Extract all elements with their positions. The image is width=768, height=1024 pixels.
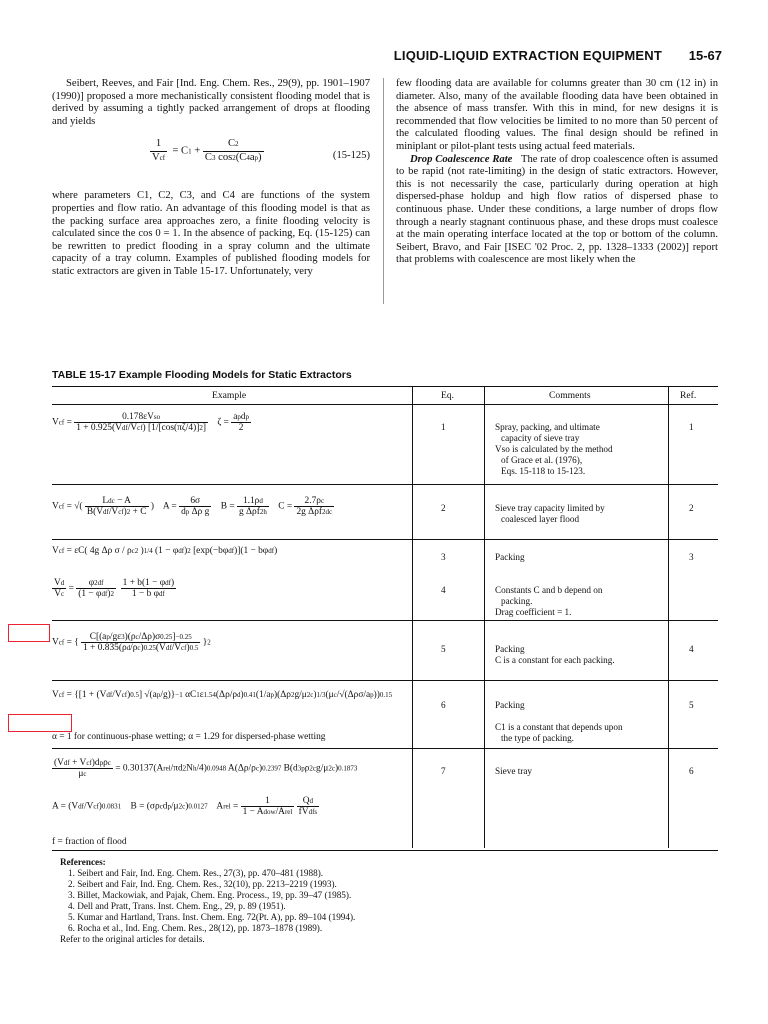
references-footer: Refer to the original articles for details. — [60, 934, 205, 944]
comment-line — [495, 711, 623, 722]
ref-number: 3 — [689, 552, 694, 562]
comment-line: Vso is calculated by the method — [495, 444, 613, 454]
comment-line: Drag coefficient = 1. — [495, 607, 572, 617]
ref-number: 5 — [689, 700, 694, 710]
eq-number: 2 — [441, 503, 446, 513]
model-7-equation-b: A = (Vdf/Vcf)0.0831 B = (σρcdp/μ2c)0.0127 Arel = $\frac{1}{\text{1 − Adow/Arel}}$ $\frac{Qd}{\text{fVdfs}}$ — [52, 796, 318, 817]
table-bottom-rule — [52, 850, 718, 851]
column-divider — [383, 78, 384, 304]
comments-6 — [495, 700, 623, 744]
comments-7: Sieve tray — [495, 766, 532, 776]
flooding-models-table — [52, 386, 718, 856]
reference-item: 6. Rocha et al., Ind. Eng. Chem. Res., 28(12), pp. 1873–1878 (1989). — [68, 923, 323, 933]
right-paragraph-1: few flooding data are available for columns greater than 30 cm (12 in) in diameter. Also, many of the available flooding data have been obtained in the absence of mass transfer. With this in mind, for new designs it is recommended that flow velocities be limited to no more than 50 percent of the calculated flooding values. The final design should be refined in miniplant or pilot-plant tests using actual feed materials. — [396, 78, 718, 152]
left-paragraph-1: Seibert, Reeves, and Fair [Ind. Eng. Chem. Res., 29(9), pp. 1901–1907 (1990)] proposed a more mechanistically consistent flooding model that is derived by assuming a tightly packed arrangement of drops at flooding and yields — [52, 78, 370, 127]
references-heading: References: — [60, 857, 106, 867]
equation-15-125: $\frac{1}{\text{Vcf}}$ = C1 + $\frac{C2}{C3 \cos 2(C4ap)}$ (15-125) — [152, 138, 370, 163]
comments-1 — [495, 422, 613, 477]
red-highlight-box — [8, 714, 72, 732]
left-paragraph-2: where parameters C1, C2, C3, and C4 are functions of the system properties and flow ratio. An advantage of this flooding model is that as the packing surface area approaches zero, a finite flooding velocity is calculated since the cos 0 = 1. In the absence of packing, Eq. (15-125) can be rewritten to predict flooding in a spray column and the ultimate capacity of a tray column. Examples of published flooding models for static extractors are given in Table 15-17. Unfortunately, very — [52, 190, 370, 277]
subhead-drop-coalescence: Drop Coalescence Rate — [410, 153, 513, 165]
right-column — [396, 78, 718, 267]
model-4-equation: $\frac{Vd}{Vc}$ = $\frac{\varphi 2df}{\text{(1 − φdf)2}}$ $\frac{\text{1 + b(1 − φdf)}}{\text{1 − b φdf}}$ — [54, 578, 175, 599]
ref-number: 6 — [689, 766, 694, 776]
section-title: LIQUID-LIQUID EXTRACTION EQUIPMENT — [393, 48, 662, 63]
ref-number: 4 — [689, 644, 694, 654]
eq-number: 7 — [441, 766, 446, 776]
alpha-note: α = 1 for continuous-phase wetting; α = 1.29 for dispersed-phase wetting — [52, 732, 326, 742]
comments-3: Packing — [495, 552, 525, 562]
model-7-equation-a: $\frac{\text{(Vdf + Vcf)dpρc}}{\mu c}$ = 0.30137(Arel/πd2Nh/4)0.0948 A(Δρ/ρc)0.2397 B(d3pρ2cg/μ2c)0.1873 — [54, 758, 358, 779]
red-highlight-box — [8, 624, 50, 642]
row-rule — [52, 620, 718, 621]
left-column — [52, 78, 370, 279]
eq-number: 4 — [441, 585, 446, 595]
right-paragraph-2 — [396, 154, 718, 267]
eq-number: 1 — [441, 422, 446, 432]
model-5-equation: Vcf = { $\frac{C[(ap/g\varepsilon 3)(\rho c/\Delta\rho)\sigma 0.25]-0.25}{\text{1 + 0.835(ρd/ρc)0.25(Vdf/Vcf)0.5}}$ }2 — [52, 632, 211, 653]
eq-number: 6 — [441, 700, 446, 710]
comment-line: of Grace et al. (1976), — [501, 455, 583, 465]
comment-line: C is a constant for each packing. — [495, 655, 615, 665]
row-rule — [52, 539, 718, 540]
right-paragraph-2-text: The rate of drop coalescence often is assumed to be rapid (not rate-limiting) in the design of static extractors. However, this is not necessarily the case, particularly during operation at high dispersed-phase holdup and high flow ratios of dispersed phase to continuous phase. Under these conditions, a large number of drops flow through a nearly stagnant continuous phase, and these drops must coalesce at the main operating interface located at the top or bottom of the column. Seibert, Bravo, and Fair [ISEC '02 Proc. 2, pp. 1328–1333 (2002)] report that problems with coalescence are most likely when the — [396, 153, 718, 266]
row-rule — [52, 748, 718, 749]
comment-line: Packing — [495, 700, 525, 710]
reference-item: 3. Billet, Mackowiak, and Pajak, Chem. Eng. Process., 19, pp. 39–47 (1985). — [68, 890, 352, 900]
ref-number: 1 — [689, 422, 694, 432]
table-title: TABLE 15-17 Example Flooding Models for Static Extractors — [52, 369, 352, 381]
reference-item: 5. Kumar and Hartland, Trans. Inst. Chem. Eng. 72(Pt. A), pp. 89–104 (1994). — [68, 912, 356, 922]
reference-item: 1. Seibert and Fair, Ind. Eng. Chem. Res., 27(3), pp. 470–481 (1988). — [68, 868, 324, 878]
comments-2 — [495, 503, 605, 525]
comment-line: the type of packing. — [501, 733, 574, 743]
col-divider-1 — [412, 386, 413, 848]
header-eq: Eq. — [441, 390, 455, 401]
ref-number: 2 — [689, 503, 694, 513]
model-2-equation: Vcf = √( $\frac{\text{Ldc − A}}{\text{B(Vdf/Vcf)2 + C}}$ ) A = $\frac{6\sigma}{\text{dp Δρ g}}$ B = $\frac{1.1\rho d}{\text{g Δρf2h}}$ C = $\frac{2.7\rho c}{\text{2g Δρf2dc}}$ — [52, 496, 333, 517]
comment-line: C1 is a constant that depends upon — [495, 722, 623, 732]
references — [60, 857, 355, 945]
comment-line: packing. — [501, 596, 533, 606]
page-number: 15-67 — [688, 48, 722, 63]
equation-number: (15-125) — [332, 150, 370, 162]
col-divider-3 — [668, 386, 669, 848]
eq-number: 3 — [441, 552, 446, 562]
eq-number: 5 — [441, 644, 446, 654]
header-example: Example — [212, 390, 247, 401]
page-header — [46, 46, 722, 68]
header-rule — [52, 404, 718, 405]
comment-line: Sieve tray capacity limited by — [495, 503, 605, 513]
comment-line: coalesced layer flood — [501, 514, 580, 524]
comment-line: Eqs. 15-118 to 15-123. — [501, 466, 586, 476]
comments-5 — [495, 644, 615, 666]
table-top-rule — [52, 386, 718, 387]
row-rule — [52, 484, 718, 485]
comments-4 — [495, 585, 602, 618]
reference-item: 4. Dell and Pratt, Trans. Inst. Chem. Eng., 29, p. 89 (1951). — [68, 901, 286, 911]
f-note: f = fraction of flood — [52, 837, 127, 847]
model-3-equation: Vcf = εC( 4g Δρ σ / ρc2 )1/4 (1 − φdf)2 [exp(−bφdf)](1 − bφdf) — [52, 546, 278, 556]
col-divider-2 — [484, 386, 485, 848]
header-ref: Ref. — [680, 390, 697, 401]
row-rule — [52, 680, 718, 681]
reference-item: 2. Seibert and Fair, Ind. Eng. Chem. Res., 32(10), pp. 2213–2219 (1993). — [68, 879, 337, 889]
model-1-equation: Vcf = $\frac{\text{0.178εVso}}{\text{1 + 0.925(Vdf/Vcf) [1/[cos(πζ/4)]2]}}$ ζ = $\frac{\text{apdp}}{2}$ — [52, 412, 250, 433]
model-6-equation: Vcf = {[1 + (Vdf/Vcf)0.5] √(ap/g)}−1 αC1ε1.54(Δρ/ρd)0.41(1/ap)(Δρ2g/μ2c)1/3(μc/√(Δρσ/ap))0.15 — [52, 690, 393, 700]
comment-line: Constants C and b depend on — [495, 585, 603, 595]
comment-line: Packing — [495, 644, 525, 654]
comment-line: Spray, packing, and ultimate — [495, 422, 600, 432]
comment-line: capacity of sieve tray — [501, 433, 580, 443]
header-comments: Comments — [549, 390, 591, 401]
